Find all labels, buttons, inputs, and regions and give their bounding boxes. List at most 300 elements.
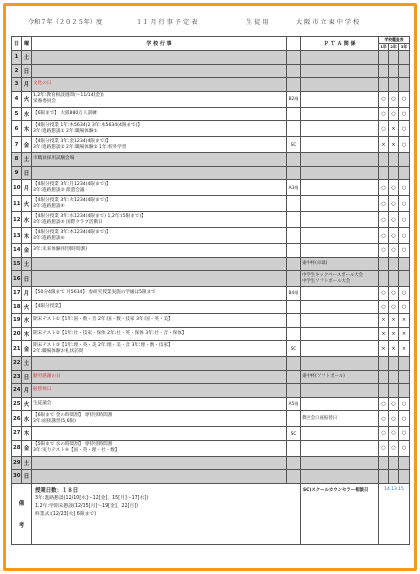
week-code	[287, 196, 301, 212]
pta-cell	[301, 456, 379, 470]
check-mark	[379, 166, 389, 180]
pta-cell	[301, 121, 379, 137]
event-line: 2年:職場体験お礼状訪問	[33, 348, 84, 354]
event-cell	[32, 287, 287, 301]
event-line: 3年:進路懇談⑤ 国際クラブ活動日	[33, 219, 103, 225]
event-cell	[32, 180, 287, 196]
check-mark: ○	[399, 91, 410, 107]
pta-cell	[301, 411, 379, 427]
day-number: 1	[12, 51, 22, 65]
week-code: SC	[287, 341, 301, 357]
day-row	[12, 341, 410, 357]
day-row	[12, 314, 410, 328]
pta-cell	[301, 257, 379, 271]
check-mark: ×	[389, 341, 399, 357]
week-code	[287, 271, 301, 287]
event-line: 生徒議会	[33, 400, 52, 406]
day-number: 6	[12, 121, 22, 137]
event-line: 3年:進路懇談④	[33, 203, 65, 209]
check-mark: ○	[379, 244, 389, 258]
pta-cell	[301, 91, 379, 107]
check-mark: ○	[399, 427, 410, 441]
check-mark: ○	[379, 196, 389, 212]
header-mid	[287, 37, 301, 51]
check-mark: ○	[389, 212, 399, 228]
remarks-line: 終業式:(12/23[火] 6限まで)	[35, 511, 97, 517]
remarks-text	[32, 483, 301, 544]
pta-cell	[301, 370, 379, 384]
check-mark	[379, 470, 389, 484]
event-cell	[32, 456, 287, 470]
weekday: 水	[22, 212, 32, 228]
check-mark: ○	[399, 137, 410, 153]
event-line: 【6限まで】 大阪880万人訓練	[33, 110, 97, 116]
check-mark	[379, 384, 389, 398]
day-number: 20	[12, 327, 22, 341]
day-row	[12, 166, 410, 180]
pta-line: 東中杯(卓球)	[302, 260, 328, 266]
check-mark: ○	[379, 411, 389, 427]
event-line: 栄養委員会	[33, 99, 56, 104]
check-mark: ○	[379, 397, 389, 411]
event-cell	[32, 257, 287, 271]
day-row	[12, 212, 410, 228]
check-mark: ○	[399, 121, 410, 137]
weekday: 月	[22, 287, 32, 301]
day-row	[12, 411, 410, 427]
header-grade-3: 3年	[399, 44, 410, 51]
weekday: 土	[22, 357, 32, 371]
pta-cell	[301, 287, 379, 301]
pta-cell	[301, 78, 379, 92]
weekday: 日	[22, 64, 32, 78]
pta-cell	[301, 341, 379, 357]
check-mark: ○	[379, 427, 389, 441]
remarks-line: 授業日数：１８日	[35, 487, 79, 494]
check-mark: ○	[379, 91, 389, 107]
remarks-label	[12, 483, 32, 544]
event-cell	[32, 166, 287, 180]
check-mark	[389, 153, 399, 167]
weekday: 金	[22, 440, 32, 456]
header-row	[12, 37, 410, 44]
check-mark: ○	[399, 300, 410, 314]
event-cell	[32, 300, 287, 314]
check-mark: ○	[389, 427, 399, 441]
check-mark: ○	[379, 180, 389, 196]
weekday: 月	[22, 78, 32, 92]
header-record: 学校鑑査表	[379, 37, 410, 44]
event-line: 【4限分授業】	[33, 303, 64, 309]
week-code	[287, 78, 301, 92]
header-pta: Ｐ Ｔ Ａ 関 係	[301, 37, 379, 51]
week-code	[287, 64, 301, 78]
weekday: 火	[22, 397, 32, 411]
check-mark	[399, 153, 410, 167]
check-mark: ○	[389, 196, 399, 212]
week-code	[287, 440, 301, 456]
check-mark	[389, 357, 399, 371]
week-code	[287, 300, 301, 314]
event-line: 3年:進路懇談① 2年:職場体験①	[33, 128, 98, 134]
pta-cell	[301, 427, 379, 441]
check-mark	[389, 257, 399, 271]
title-name: １１ 月 行 事 予 定 表	[136, 19, 198, 26]
event-cell	[32, 341, 287, 357]
header-day: 日	[12, 37, 22, 51]
event-line: 【6限まで 金の時間割】 専特別時間割	[33, 412, 113, 418]
event-cell	[32, 470, 287, 484]
check-mark	[379, 78, 389, 92]
event-line: 文化の日	[33, 81, 52, 87]
weekday: 月	[22, 180, 32, 196]
check-mark: ○	[399, 244, 410, 258]
day-row	[12, 107, 410, 121]
event-cell	[32, 153, 287, 167]
weekday: 水	[22, 314, 32, 328]
weekday: 土	[22, 153, 32, 167]
event-cell	[32, 357, 287, 371]
week-code	[287, 470, 301, 484]
check-mark	[389, 456, 399, 470]
day-row	[12, 257, 410, 271]
pta-cell	[301, 271, 379, 287]
event-line: 【4限分授業 3年:火1234(4限まで)】	[33, 197, 111, 203]
check-mark	[399, 78, 410, 92]
title-school: 大 阪 市 立 東 中 学 校	[296, 19, 360, 26]
event-cell	[32, 427, 287, 441]
weekday: 日	[22, 470, 32, 484]
sc-numbers: 14 13 15	[379, 483, 410, 544]
event-line: 1,2年:教育相談週間(～11/14[金])	[33, 93, 104, 99]
day-row	[12, 384, 410, 398]
weekday: 木	[22, 228, 32, 244]
week-code	[287, 51, 301, 65]
event-cell	[32, 212, 287, 228]
day-row	[12, 427, 410, 441]
week-code	[287, 228, 301, 244]
event-cell	[32, 384, 287, 398]
event-line: 3年:未来体験(特別時間割)	[33, 247, 87, 253]
weekday: 日	[22, 271, 32, 287]
pta-cell	[301, 196, 379, 212]
event-cell	[32, 397, 287, 411]
event-cell	[32, 440, 287, 456]
weekday: 土	[22, 257, 32, 271]
pta-cell	[301, 166, 379, 180]
event-line: 3年:進路懇談② 2年:職場体験② 1年:校外学習	[33, 144, 127, 150]
event-cell	[32, 314, 287, 328]
remarks-line: 3年:進路懇談(12/10[水]～12[金]、15[月]～17[水])	[35, 495, 149, 501]
check-mark	[389, 166, 399, 180]
event-line: 振替休日	[33, 387, 52, 393]
check-mark: ×	[379, 137, 389, 153]
day-row	[12, 78, 410, 92]
check-mark	[399, 470, 410, 484]
day-number: 17	[12, 287, 22, 301]
day-number: 25	[12, 397, 22, 411]
sc-legend: SC)スクールカウンセラー相談日	[301, 483, 379, 544]
check-mark: ×	[399, 314, 410, 328]
weekday: 木	[22, 427, 32, 441]
day-number: 3	[12, 78, 22, 92]
day-number: 28	[12, 440, 22, 456]
event-cell	[32, 107, 287, 121]
day-number: 26	[12, 411, 22, 427]
event-line: 3年:進路懇談⑥	[33, 235, 65, 241]
weekday: 火	[22, 91, 32, 107]
weekday: 金	[22, 244, 32, 258]
day-number: 30	[12, 470, 22, 484]
event-line: 3年:面接講習(5,6限)	[33, 418, 76, 424]
week-code	[287, 370, 301, 384]
pta-cell	[301, 51, 379, 65]
weekday: 金	[22, 341, 32, 357]
day-number: 27	[12, 427, 22, 441]
week-code	[287, 244, 301, 258]
weekday: 金	[22, 137, 32, 153]
pta-cell	[301, 228, 379, 244]
day-number: 18	[12, 300, 22, 314]
check-mark	[389, 51, 399, 65]
check-mark	[399, 456, 410, 470]
check-mark	[399, 384, 410, 398]
pta-cell	[301, 212, 379, 228]
day-row	[12, 300, 410, 314]
day-number: 13	[12, 228, 22, 244]
check-mark: ×	[379, 314, 389, 328]
day-number: 22	[12, 357, 22, 371]
day-row	[12, 470, 410, 484]
pta-cell	[301, 397, 379, 411]
event-line: 【4限分授業 1年:木5634(2 3年:木5634(4限まで)】	[33, 122, 143, 128]
check-mark: ○	[379, 287, 389, 301]
week-code: SC	[287, 427, 301, 441]
day-number: 14	[12, 244, 22, 258]
pta-cell	[301, 107, 379, 121]
day-row	[12, 456, 410, 470]
day-row	[12, 91, 410, 107]
event-cell	[32, 327, 287, 341]
pta-cell	[301, 384, 379, 398]
weekday: 日	[22, 166, 32, 180]
week-code	[287, 166, 301, 180]
week-code	[287, 327, 301, 341]
event-line: 3年:実力テスト④【国・英・理・社・数】	[33, 448, 120, 453]
event-cell	[32, 91, 287, 107]
day-row	[12, 228, 410, 244]
event-line: 勤労感謝の日	[33, 373, 61, 379]
check-mark: ○	[379, 121, 389, 137]
event-line: 【4限分授業 3年:月1234(4限まで)】	[33, 181, 111, 187]
check-mark: ×	[399, 327, 410, 341]
check-mark	[399, 271, 410, 287]
week-code	[287, 411, 301, 427]
weekday: 水	[22, 411, 32, 427]
event-line: 期末テスト②【1年:社・技家・保体 2年:社・英・保体 3年:社・音・保体】	[33, 330, 187, 336]
day-row	[12, 244, 410, 258]
pta-cell	[301, 153, 379, 167]
week-code	[287, 257, 301, 271]
check-mark: ○	[389, 397, 399, 411]
day-row	[12, 64, 410, 78]
check-mark: ×	[389, 327, 399, 341]
check-mark	[399, 166, 410, 180]
event-line: 【50分4限まで 月5634】 参研究授業実施の学級は5限まで	[33, 290, 156, 296]
week-code: A5週	[287, 397, 301, 411]
page-title	[6, 14, 414, 28]
week-code	[287, 107, 301, 121]
check-mark	[389, 64, 399, 78]
schedule-body	[12, 51, 410, 484]
check-mark	[389, 370, 399, 384]
event-cell	[32, 244, 287, 258]
event-cell	[32, 411, 287, 427]
pta-cell	[301, 327, 379, 341]
event-line: 【4限分授業 3年:水1234(4限まで) 1,2年:(5限まで)】	[33, 213, 146, 219]
pta-cell	[301, 357, 379, 371]
day-row	[12, 196, 410, 212]
page-frame	[3, 3, 417, 571]
weekday: 火	[22, 196, 32, 212]
check-mark	[389, 78, 399, 92]
check-mark	[399, 370, 410, 384]
check-mark: ○	[399, 440, 410, 456]
check-mark	[379, 271, 389, 287]
week-code: SC	[287, 137, 301, 153]
pta-cell	[301, 440, 379, 456]
header-events: 学 校 行 事	[32, 37, 287, 51]
event-line: 市職員採用試験会場	[33, 156, 75, 162]
weekday: 火	[22, 300, 32, 314]
weekday: 月	[22, 384, 32, 398]
check-mark: ○	[389, 440, 399, 456]
title-era: 令和７年（２０２５年）度	[28, 19, 103, 26]
day-row	[12, 271, 410, 287]
event-cell	[32, 64, 287, 78]
event-cell	[32, 196, 287, 212]
day-row	[12, 51, 410, 65]
week-code: B4週	[287, 287, 301, 301]
check-mark	[379, 456, 389, 470]
pta-line: 中学生キックベースボール大会	[302, 272, 364, 278]
weekday: 日	[22, 370, 32, 384]
day-row	[12, 121, 410, 137]
pta-cell	[301, 314, 379, 328]
check-mark: ○	[379, 228, 389, 244]
week-code	[287, 357, 301, 371]
day-row	[12, 327, 410, 341]
week-code	[287, 384, 301, 398]
day-number: 12	[12, 212, 22, 228]
event-line: 期末テスト①【1年:国・数・音 2年:国・数・技家 3年:国・英・美】	[33, 317, 173, 323]
check-mark: ○	[399, 107, 410, 121]
check-mark: ○	[399, 196, 410, 212]
check-mark	[399, 51, 410, 65]
check-mark: ×	[399, 341, 410, 357]
event-cell	[32, 370, 287, 384]
day-number: 16	[12, 271, 22, 287]
day-row	[12, 397, 410, 411]
day-number: 21	[12, 341, 22, 357]
weekday: 木	[22, 121, 32, 137]
day-number: 10	[12, 180, 22, 196]
day-number: 9	[12, 166, 22, 180]
pta-line: 中学生ソフトボール大会	[302, 278, 351, 284]
check-mark	[399, 64, 410, 78]
day-row	[12, 370, 410, 384]
week-code	[287, 314, 301, 328]
check-mark: ×	[379, 327, 389, 341]
check-mark	[379, 64, 389, 78]
check-mark: ○	[399, 397, 410, 411]
check-mark	[389, 470, 399, 484]
day-row	[12, 137, 410, 153]
check-mark	[399, 357, 410, 371]
weekday: 土	[22, 51, 32, 65]
day-number: 24	[12, 384, 22, 398]
remarks-label-2: 考	[18, 522, 25, 529]
check-mark: ○	[379, 212, 389, 228]
pta-cell	[301, 137, 379, 153]
pta-cell	[301, 244, 379, 258]
day-row	[12, 440, 410, 456]
check-mark: ○	[379, 300, 389, 314]
event-line: 【4限分授業 3年:金1234(4限まで)】	[33, 138, 111, 144]
event-line: 3年:進路懇談③ 派遣会議	[33, 187, 85, 193]
pta-line: 東中杯(ソフトボール)	[302, 373, 345, 379]
header-grade-2: 2年	[390, 44, 397, 49]
day-row	[12, 153, 410, 167]
weekday: 土	[22, 456, 32, 470]
pta-cell	[301, 470, 379, 484]
check-mark: ×	[389, 314, 399, 328]
weekday: 水	[22, 107, 32, 121]
day-number: 5	[12, 107, 22, 121]
event-line: 【5限まで 水の時間割】 専特別時間割	[33, 442, 113, 448]
event-cell	[32, 78, 287, 92]
event-cell	[32, 51, 287, 65]
check-mark: ○	[389, 411, 399, 427]
day-row	[12, 287, 410, 301]
check-mark: ○	[389, 91, 399, 107]
week-code: A3週	[287, 180, 301, 196]
check-mark	[379, 257, 389, 271]
header-grade-1: 1年	[380, 44, 387, 49]
pta-cell	[301, 180, 379, 196]
check-mark: ○	[399, 287, 410, 301]
check-mark: ○	[389, 107, 399, 121]
week-code	[287, 212, 301, 228]
day-number: 2	[12, 64, 22, 78]
check-mark: ×	[389, 121, 399, 137]
check-mark: ×	[389, 137, 399, 153]
event-line: 期末テスト③【1年:理・英・美 2年:理・美・音 3年:理・数・技家】	[33, 342, 173, 348]
day-number: 19	[12, 314, 22, 328]
event-cell	[32, 137, 287, 153]
check-mark: ○	[389, 180, 399, 196]
week-code	[287, 456, 301, 470]
week-code: B2週	[287, 91, 301, 107]
check-mark: ×	[379, 341, 389, 357]
check-mark: ○	[399, 411, 410, 427]
check-mark: ○	[389, 244, 399, 258]
check-mark: ○	[399, 180, 410, 196]
check-mark: ○	[379, 440, 389, 456]
check-mark: ○	[379, 107, 389, 121]
week-code	[287, 153, 301, 167]
check-mark: ○	[389, 287, 399, 301]
